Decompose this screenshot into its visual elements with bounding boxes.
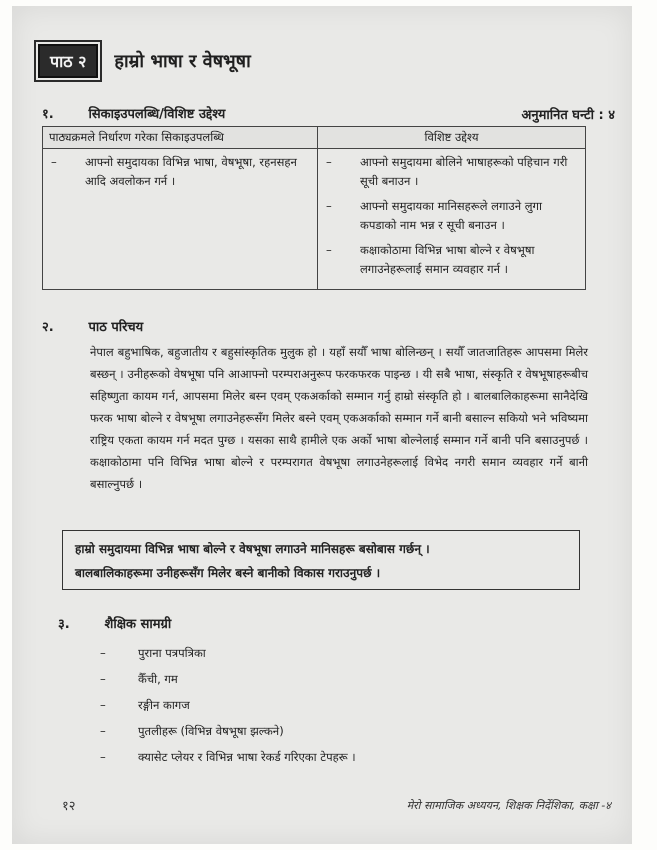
section-2-title: पाठ परिचय bbox=[88, 320, 144, 335]
material-item: पुराना पत्रपत्रिका bbox=[138, 645, 206, 660]
material-item: पुतलीहरू (विभिन्न वेषभूषा झल्कने) bbox=[138, 723, 284, 738]
section-3-title: शैक्षिक सामग्री bbox=[104, 617, 172, 632]
list-item bbox=[322, 241, 581, 279]
specific-objectives-cell bbox=[318, 149, 586, 290]
book-title-footer: मेरो सामाजिक अध्ययन, शिक्षक निर्देशिका, कक्षा -४ bbox=[406, 799, 611, 812]
list-dash: – bbox=[100, 646, 106, 660]
list-dash: – bbox=[51, 155, 57, 169]
material-item: रङ्गीन कागज bbox=[138, 697, 190, 712]
key-message-line-2: बालबालिकाहरूमा उनीहरूसँग मिलेर बस्ने बानीको विकास गराउनुपर्छ । bbox=[75, 566, 381, 580]
list-item-text: आफ्नो समुदायका विभिन्न भाषा, वेषभूषा, रहनसहन आदि अवलोकन गर्न । bbox=[85, 155, 297, 188]
list-item-text: आफ्नो समुदायका मानिसहरूले लगाउने लुगा कपडाको नाम भन्न र सूची बनाउन । bbox=[360, 198, 543, 232]
section-3-heading bbox=[58, 614, 171, 632]
list-dash: – bbox=[326, 198, 332, 213]
list-item bbox=[100, 692, 356, 718]
key-message-box bbox=[62, 530, 580, 590]
lesson-introduction-paragraph: नेपाल बहुभाषिक, बहुजातीय र बहुसांस्कृतिक मुलुक हो । यहाँ सयौँ भाषा बोलिन्छन् । सयौँ जातजातिहरू आपसमा मिलेर बस्छन् । उनीहरूको वेषभूषा पनि आआफ्नो परम्पराअनुरूप फरकफरक पाइन्छ । यी सबै भाषा, संस्कृति र वेषभूषाहरूबीच सहिष्णुता कायम गर्न, आपसमा मिलेर बस्न एवम् एकअर्काको सम्मान गर्नु हाम्रो संस्कृति हो । बालबालिकाहरूमा सानैदेखि फरक भाषा बोल्ने र वेषभूषा लगाउनेहरूसँग मिलेर बस्ने एवम् एकअर्काको सम्मान गर्ने बानी बसाल्न सकियो भने भविष्यमा राष्ट्रिय एकता कायम गर्न मदत पुग्छ । यसका साथै हामीले एक अर्को भाषा बोल्नेलाई सम्मान गर्ने बानी पनि बसाउनुपर्छ । कक्षाकोठामा पनि विभिन्न भाषा बोल्ने र परम्परागत वेषभूषा लगाउनेहरूलाई विभेद नगरी समान व्यवहार गर्ने बानी बसाल्नुपर्छ । bbox=[90, 345, 588, 491]
list-item bbox=[100, 640, 356, 666]
list-dash: – bbox=[326, 242, 332, 257]
material-item: कैँची, गम bbox=[138, 671, 178, 686]
table-header-specific-objectives: विशिष्ट उद्देश्य bbox=[318, 127, 586, 149]
section-1-heading bbox=[42, 104, 225, 122]
section-2-number: २. bbox=[42, 320, 54, 335]
list-dash: – bbox=[326, 155, 332, 169]
objectives-table bbox=[42, 126, 586, 290]
list-item-text: आफ्नो समुदायमा बोलिने भाषाहरूको पहिचान गरी सूची बनाउन । bbox=[360, 155, 568, 188]
list-item bbox=[100, 744, 356, 770]
table-header-learning-outcomes: पाठ्यक्रमले निर्धारण गरेका सिकाइउपलब्धि bbox=[43, 127, 318, 149]
list-dash: – bbox=[100, 672, 106, 686]
list-item bbox=[322, 197, 581, 235]
list-dash: – bbox=[100, 724, 106, 738]
material-item: क्यासेट प्लेयर र विभिन्न भाषा रेकर्ड गरिएका टेपहरू । bbox=[138, 749, 356, 764]
page-number: १२ bbox=[62, 799, 76, 814]
lesson-number-tag: पाठ २ bbox=[38, 44, 98, 78]
list-item bbox=[47, 153, 313, 191]
section-1-title: सिकाइउपलब्धि/विशिष्ट उद्देश्य bbox=[88, 107, 226, 122]
estimated-hours: अनुमानित घन्टी : ४ bbox=[521, 108, 615, 123]
section-1-number: १. bbox=[42, 107, 54, 122]
list-dash: – bbox=[100, 698, 106, 712]
list-item bbox=[322, 153, 581, 191]
lesson-title: हाम्रो भाषा र वेषभूषा bbox=[114, 51, 251, 72]
key-message-line-1: हाम्रो समुदायमा विभिन्न भाषा बोल्ने र वेषभूषा लगाउने मानिसहरू बसोबास गर्छन् । bbox=[75, 542, 430, 556]
list-item bbox=[100, 666, 356, 692]
section-3-number: ३. bbox=[58, 617, 70, 632]
list-dash: – bbox=[100, 750, 106, 764]
lesson-heading bbox=[38, 46, 251, 76]
list-item-text: कक्षाकोठामा विभिन्न भाषा बोल्ने र वेषभूषा लगाउनेहरूलाई समान व्यवहार गर्न । bbox=[360, 242, 535, 276]
teaching-materials-list bbox=[100, 640, 356, 770]
section-2-heading bbox=[42, 317, 143, 335]
list-item bbox=[100, 718, 356, 744]
learning-outcomes-cell bbox=[43, 149, 318, 290]
